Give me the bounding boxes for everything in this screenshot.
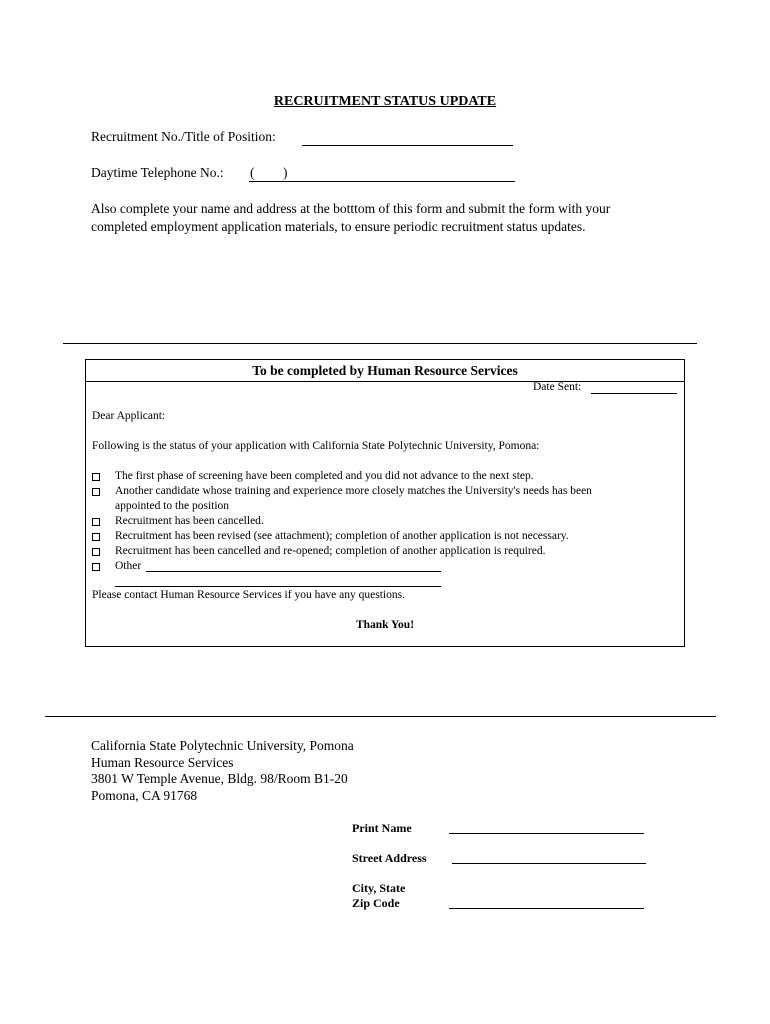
status-intro: Following is the status of your application with California State Polytechnic University, Pomona: (92, 440, 540, 452)
date-sent-label: Date Sent: (533, 381, 582, 393)
city-state-label: City, State (352, 881, 406, 895)
option-3-checkbox[interactable] (92, 518, 100, 526)
option-1-checkbox[interactable] (92, 473, 100, 481)
option-2-checkbox[interactable] (92, 488, 100, 496)
zip-code-label: Zip Code (352, 896, 400, 910)
other-field-line-1[interactable] (146, 559, 441, 572)
street-address-label: Street Address (352, 851, 427, 865)
phone-paren-close: ) (283, 165, 288, 180)
thank-you: Thank You! (355, 619, 415, 631)
address-divider (45, 716, 716, 717)
address-line-1: California State Polytechnic University, Pomona (91, 738, 354, 753)
phone-paren-open: ( (250, 165, 255, 180)
print-name-field[interactable] (449, 820, 644, 834)
instructions-line-2: completed employment application materials, to ensure periodic recruitment status updates. (91, 219, 586, 234)
city-state-zip-field[interactable] (449, 895, 644, 909)
option-6-label: Other (115, 560, 142, 572)
print-name-label: Print Name (352, 821, 412, 835)
address-block (91, 738, 354, 804)
option-4-label: Recruitment has been revised (see attachment); completion of another application is not necessary. (115, 530, 569, 542)
option-2-label: Another candidate whose training and experience more closely matches the University's needs has been (115, 485, 592, 497)
date-sent-field[interactable] (591, 380, 677, 394)
address-line-2: Human Resource Services (91, 754, 234, 770)
address-line-4: Pomona, CA 91768 (91, 787, 198, 803)
phone-field[interactable] (249, 166, 515, 182)
street-address-field[interactable] (452, 850, 646, 864)
other-field-line-2[interactable] (115, 574, 441, 587)
option-1-label: The first phase of screening have been completed and you did not advance to the next step. (115, 470, 534, 482)
instructions-line-1: Also complete your name and address at the botttom of this form and submit the form with your (91, 201, 611, 216)
option-4-checkbox[interactable] (92, 533, 100, 541)
option-5-checkbox[interactable] (92, 548, 100, 556)
phone-label: Daytime Telephone No.: (91, 165, 224, 180)
option-3-label: Recruitment has been cancelled. (115, 515, 264, 527)
position-label: Recruitment No./Title of Position: (91, 129, 276, 144)
contact-note: Please contact Human Resource Services if you have any questions. (92, 589, 405, 601)
salutation: Dear Applicant: (92, 410, 166, 422)
section-divider (63, 343, 697, 344)
option-6-checkbox[interactable] (92, 563, 100, 571)
form-title: RECRUITMENT STATUS UPDATE (273, 94, 497, 109)
option-2-label-continued: appointed to the position (115, 500, 230, 512)
hr-box-heading: To be completed by Human Resource Services (86, 360, 684, 382)
option-5-label: Recruitment has been cancelled and re-opened; completion of another application is required. (115, 545, 546, 557)
position-field[interactable] (302, 130, 513, 146)
address-line-3: 3801 W Temple Avenue, Bldg. 98/Room B1-20 (91, 771, 348, 786)
